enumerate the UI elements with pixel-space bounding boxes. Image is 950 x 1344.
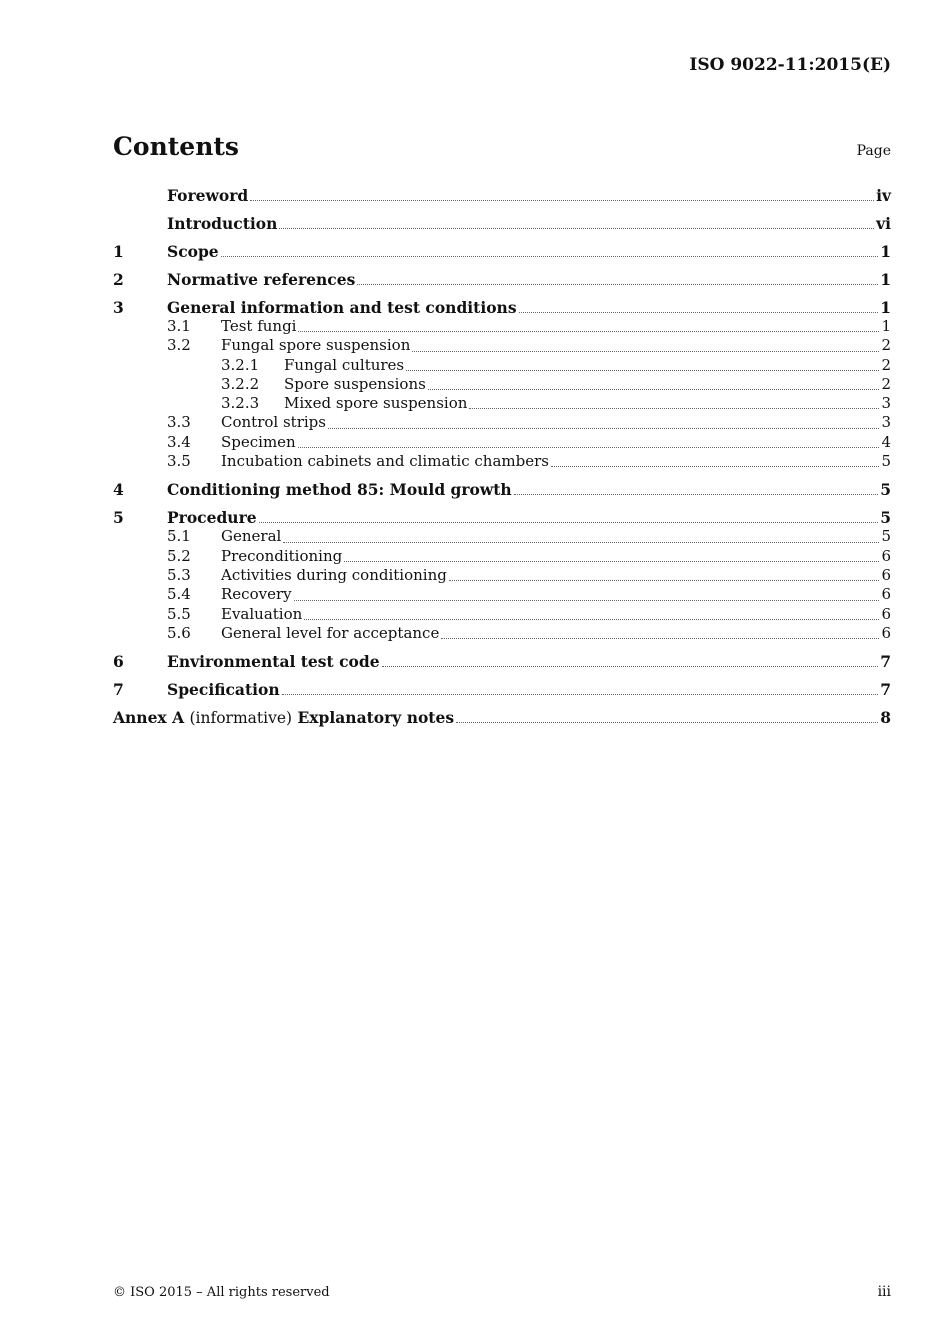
toc-entry-page: 6 [881,604,891,623]
toc-entry-number: 3 [113,298,124,317]
toc-dot-leader [519,312,879,313]
toc-dot-leader [406,370,879,371]
toc-entry[interactable] [113,433,891,452]
table-of-contents [113,186,891,727]
toc-entry-number: 3.2.2 [221,374,260,393]
toc-entry[interactable] [113,547,891,566]
toc-entry-number: 6 [113,652,124,672]
toc-entry-number: 5.2 [167,546,191,565]
toc-entry-page: 1 [880,270,891,289]
page-column-label: Page [856,143,891,159]
toc-entry-title: Conditioning method 85: Mould growth [167,480,512,500]
toc-entry-page: 5 [880,508,891,528]
toc-entry[interactable] [113,652,891,671]
toc-entry[interactable] [113,527,891,546]
toc-entry-title: General level for acceptance [221,623,440,642]
footer-copyright: © ISO 2015 – All rights reserved [113,1285,330,1300]
toc-dot-leader [298,331,879,332]
toc-entry[interactable] [113,413,891,432]
toc-dot-leader [304,619,879,620]
toc-entry-number: 1 [113,242,124,261]
toc-entry-title: Mixed spore suspension [284,394,468,413]
toc-entry-number: 3.4 [167,432,191,451]
toc-entry-page: 4 [881,432,891,451]
toc-entry-title: Environmental test code [167,652,380,672]
toc-entry-title: Foreword [167,186,249,205]
toc-entry[interactable] [113,680,891,699]
toc-entry-title: Fungal cultures [284,355,405,374]
toc-entry[interactable] [113,508,891,527]
toc-entry[interactable] [113,624,891,643]
toc-entry-page: iv [876,186,891,205]
toc-entry[interactable] [113,452,891,471]
toc-entry-number: 2 [113,270,124,289]
document-code: ISO 9022-11:2015(E) [689,55,891,75]
toc-dot-leader [259,522,879,523]
toc-entry-page: 6 [881,585,891,604]
toc-entry-number: 5 [113,508,124,528]
toc-entry-title: Incubation cabinets and climatic chambers [221,452,549,471]
toc-entry-page: 1 [880,298,891,317]
toc-entry-page: 6 [881,623,891,642]
toc-entry-title: General information and test conditions [167,298,517,317]
toc-entry-number: 3.3 [167,413,191,432]
toc-entry-page: 6 [881,565,891,584]
toc-entry-title: Introduction [167,214,278,233]
toc-entry-title: Spore suspensions [284,374,426,393]
toc-entry-title: Evaluation [221,604,303,623]
toc-entry-title: Activities during conditioning [221,565,447,584]
toc-entry-title: Control strips [221,413,326,432]
toc-entry-page: 3 [881,413,891,432]
toc-entry[interactable] [113,566,891,585]
toc-entry-title: General [221,527,282,546]
toc-entry-number: 3.5 [167,452,191,471]
toc-dot-leader [441,638,879,639]
annex-title: Explanatory notes [297,708,455,728]
toc-entry-number: 5.4 [167,585,191,604]
toc-entry-title: Fungal spore suspension [221,336,411,355]
toc-entry[interactable] [113,480,891,499]
toc-entry-page: 8 [880,708,891,728]
toc-dot-leader [514,494,879,495]
toc-entry-annex[interactable] [113,708,891,727]
toc-entry[interactable] [113,242,891,261]
toc-dot-leader [250,200,874,201]
toc-dot-leader [294,600,880,601]
toc-entry-title: Preconditioning [221,546,343,565]
contents-heading: Contents [113,132,240,161]
toc-entry[interactable] [113,336,891,355]
toc-entry-title: Test fungi [221,317,297,335]
toc-dot-leader [279,228,874,229]
toc-dot-leader [428,389,880,390]
toc-dot-leader [551,466,879,467]
toc-entry[interactable] [113,298,891,317]
toc-dot-leader [282,694,879,695]
toc-entry-page: 5 [881,527,891,546]
footer-page-number: iii [877,1284,891,1300]
toc-entry[interactable] [113,214,891,233]
toc-entry-page: vi [876,214,891,233]
toc-entry[interactable] [113,270,891,289]
annex-label: Annex A [113,708,185,728]
toc-entry-page: 7 [880,680,891,700]
toc-entry-number: 5.3 [167,565,191,584]
toc-dot-leader [382,666,879,667]
toc-entry-number: 4 [113,480,124,500]
toc-entry-page: 2 [881,374,891,393]
toc-entry-title: Procedure [167,508,257,528]
toc-dot-leader [298,447,880,448]
toc-entry-page: 7 [880,652,891,672]
toc-dot-leader [456,722,878,723]
toc-dot-leader [412,351,879,352]
toc-dot-leader [328,428,879,429]
toc-entry-number: 3.2.3 [221,394,260,413]
toc-entry-title: Scope [167,242,219,261]
annex-qualifier: (informative) [189,709,293,728]
toc-entry[interactable] [113,394,891,413]
toc-entry[interactable] [113,317,891,336]
toc-entry-number: 5.1 [167,527,191,546]
toc-entry-title: Specimen [221,432,296,451]
toc-entry[interactable] [113,585,891,604]
toc-entry-page: 3 [881,394,891,413]
toc-entry-title: Normative references [167,270,356,289]
toc-entry-page: 1 [881,317,891,335]
toc-entry-page: 5 [880,480,891,500]
toc-entry-title: Recovery [221,585,292,604]
toc-entry[interactable] [113,605,891,624]
toc-entry[interactable] [113,186,891,205]
toc-entry-number: 3.2 [167,336,191,355]
toc-dot-leader [221,256,879,257]
toc-entry-number: 3.2.1 [221,355,260,374]
toc-dot-leader [469,408,879,409]
toc-entry-page: 2 [881,355,891,374]
toc-entry-page: 5 [881,452,891,471]
toc-entry-title: Specification [167,680,280,700]
toc-entry[interactable] [113,375,891,394]
toc-entry-number: 5.6 [167,623,191,642]
toc-dot-leader [283,542,879,543]
toc-entry-page: 1 [880,242,891,261]
toc-entry-number: 3.1 [167,317,191,335]
toc-entry-page: 2 [881,336,891,355]
toc-entry[interactable] [113,356,891,375]
toc-annex-title-group [113,708,454,727]
toc-dot-leader [449,580,880,581]
toc-entry-number: 7 [113,680,124,700]
toc-entry-number: 5.5 [167,604,191,623]
toc-dot-leader [344,561,879,562]
toc-dot-leader [357,284,878,285]
toc-entry-page: 6 [881,546,891,565]
